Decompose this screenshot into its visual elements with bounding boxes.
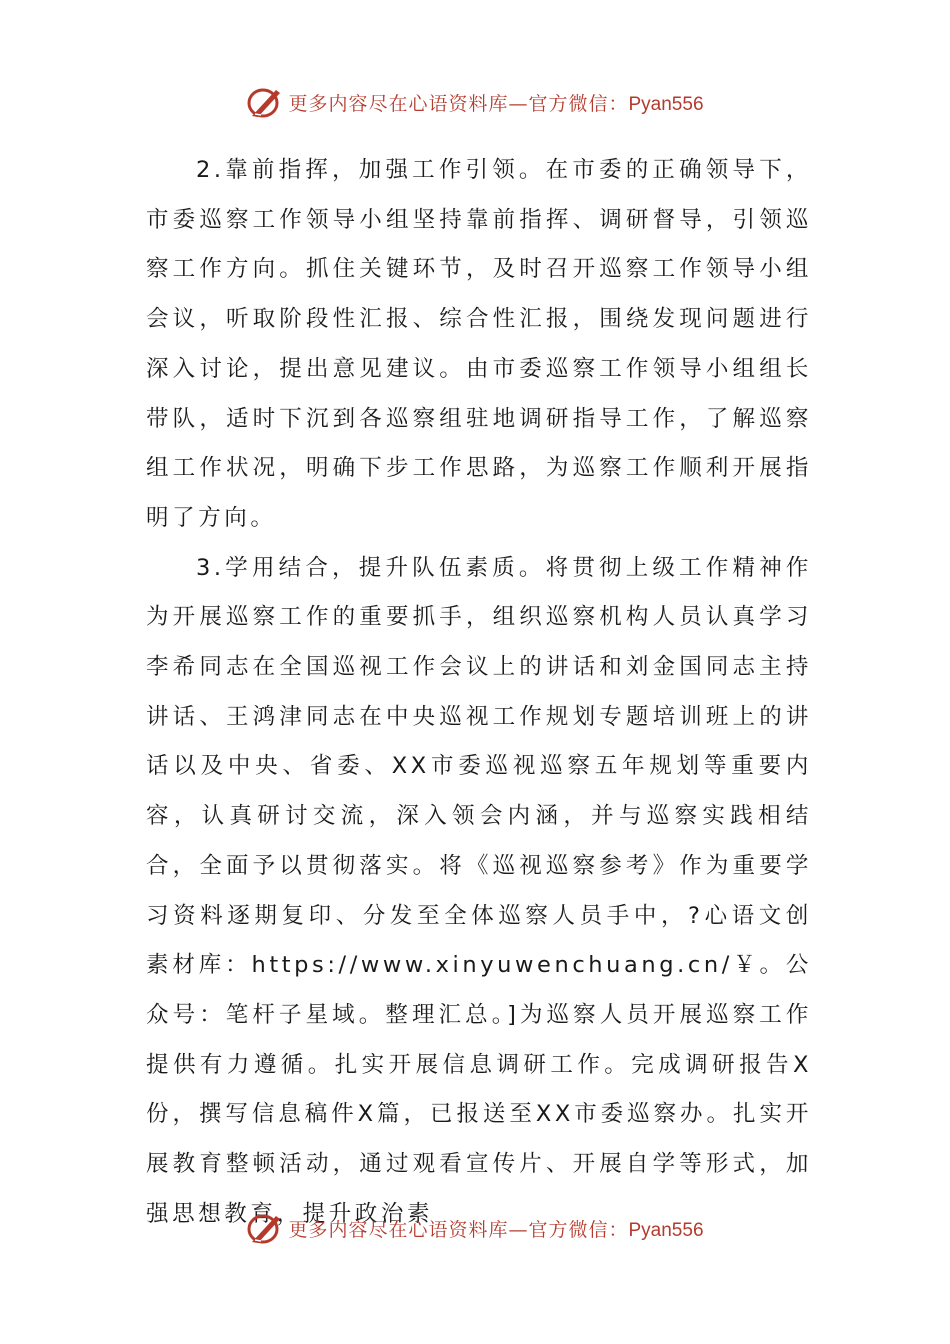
header-wechat-id: Pyan556	[628, 93, 704, 115]
paragraph-2: 3.学用结合，提升队伍素质。将贯彻上级工作精神作为开展巡察工作的重要抓手，组织巡察机构人员认真学习李希同志在全国巡视工作会议上的讲话和刘金国同志主持讲话、王鸿津同志在中央巡视工作规划专题培训班上的讲话以及中央、省委、XX市委巡视巡察五年规划等重要内容，认真研讨交流，深入领会内涵，并与巡察实践相结合，全面予以贯彻落实。将《巡视巡察参考》作为重要学习资料逐期复印、分发至全体巡察人员手中，?心语文创素材库：https://www.xinyuwenchuang.cn/￥。公众号：笔杆子星域。整理汇总。]为巡察人员开展巡察工作提供有力遵循。扎实开展信息调研工作。完成调研报告X份，撰写信息稿件X篇，已报送至XX市委巡察办。扎实开展教育整顿活动，通过观看宣传片、开展自学等形式，加强思想教育，提升政治素	[146, 554, 812, 1227]
paragraph-1: 2.靠前指挥，加强工作引领。在市委的正确领导下，市委巡察工作领导小组坚持靠前指挥、调研督导，引领巡察工作方向。抓住关键环节，及时召开巡察工作领导小组会议，听取阶段性汇报、综合性汇报，围绕发现问题进行深入讨论，提出意见建议。由市委巡察工作领导小组组长带队，适时下沉到各巡察组驻地调研指导工作，了解巡察组工作状况，明确下步工作思路，为巡察工作顺利开展指明了方向。	[146, 157, 812, 531]
quill-pen-logo-icon	[246, 84, 284, 120]
footer-banner	[0, 1208, 950, 1248]
footer-banner-text: 更多内容尽在心语资料库—官方微信：Pyan556	[288, 1218, 704, 1241]
document-body	[146, 146, 812, 1239]
footer-wechat-id: Pyan556	[628, 1219, 704, 1241]
quill-pen-logo-icon	[246, 1210, 284, 1246]
header-banner-text: 更多内容尽在心语资料库—官方微信：Pyan556	[288, 92, 704, 115]
header-banner	[0, 82, 950, 122]
